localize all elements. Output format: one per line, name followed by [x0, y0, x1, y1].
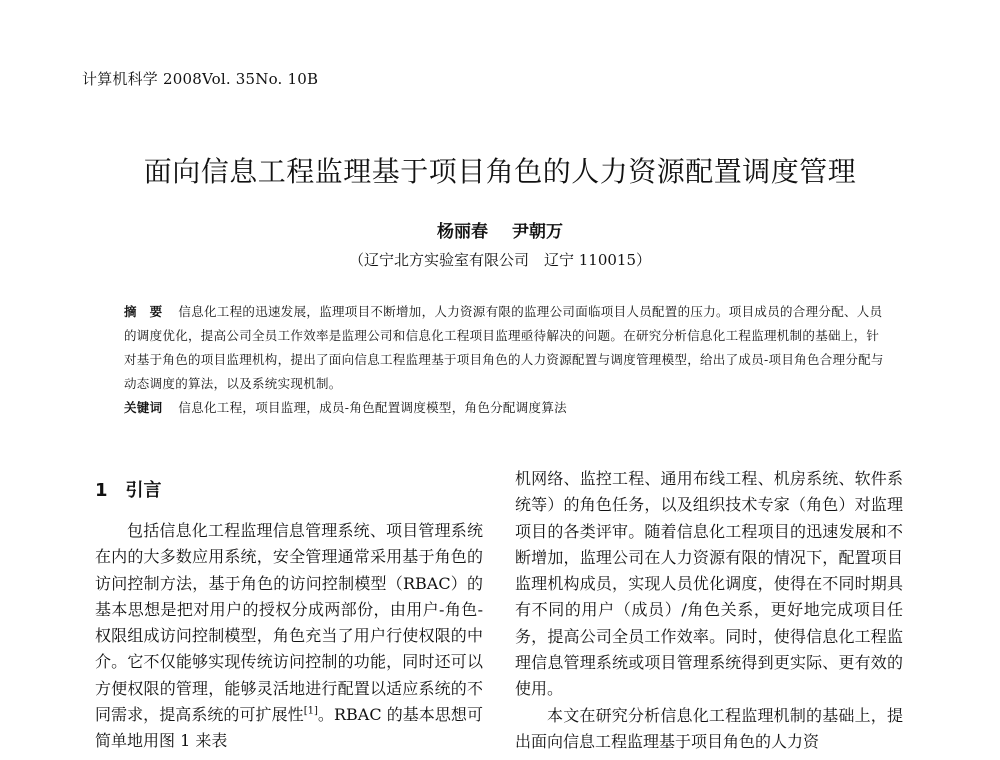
paragraph-text: 包括信息化工程监理信息管理系统、项目管理系统在内的大多数应用系统，安全管理通常采用基于角色的访问控制方法，基于角色的访问控制模型（RBAC）的基本思想是把对用户的授权分成两部份，由用户-角色-权限组成访问控制模型，角色充当了用户行使权限的中介。它不仅能够实现传统访问控制的功能，同时还可以方便权限的管理，能够灵活地进行配置以适应系统的不同需求，提高系统的可扩展性 [95, 521, 483, 725]
section-title: 引言 [125, 480, 162, 501]
body-paragraph: 机网络、监控工程、通用布线工程、机房系统、软件系统等）的角色任务，以及组织技术专家（角色）对监理项目的各类评审。随着信息化工程项目的迅速发展和不断增加，监理公司在人力资源有限的情况下，配置项目监理机构成员，实现人员优化调度，使得在不同时期具有不同的用户（成员）/角色关系，更好地完成项目任务，提高公司全员工作效率。同时，使得信息化工程监理信息管理系统或项目管理系统得到更实际、更有效的使用。 [515, 469, 903, 699]
left-column [95, 478, 483, 755]
right-column [515, 466, 903, 755]
keywords-text: 信息化工程，项目监理，成员-角色配置调度模型，角色分配调度算法 [178, 400, 567, 415]
abstract-block [124, 300, 884, 420]
author-name: 尹朝万 [511, 222, 563, 242]
abstract-label: 摘 要 [124, 304, 163, 319]
citation-ref[interactable]: [1] [303, 705, 318, 717]
section-number: 1 [95, 480, 108, 501]
author-name: 杨丽春 [437, 222, 489, 242]
keywords-paragraph [124, 396, 884, 420]
paper-title: 面向信息工程监理基于项目角色的人力资源配置调度管理 [143, 155, 857, 188]
journal-header: 计算机科学 2008Vol. 35No. 10B [82, 70, 319, 88]
author-list [0, 217, 1000, 242]
body-paragraph [95, 518, 483, 755]
abstract-text: 信息化工程的迅速发展，监理项目不断增加，人力资源有限的监理公司面临项目人员配置的压力。项目成员的合理分配、人员的调度优化，提高公司全员工作效率是监理公司和信息化工程项目监理亟待解决的问题。在研究分析信息化工程监理机制的基础上，针对基于角色的项目监理机构，提出了面向信息工程监理基于项目角色的人力资源配置与调度管理模型，给出了成员-项目角色合理分配与动态调度的算法，以及系统实现机制。 [124, 304, 884, 391]
abstract-paragraph [124, 300, 884, 396]
section-heading [95, 478, 483, 504]
paragraph-text: 。RBAC 的基本思想可简单地用图 1 来表 [95, 705, 483, 751]
keywords-label: 关键词 [124, 400, 163, 415]
body-paragraph: 本文在研究分析信息化工程监理机制的基础上，提出面向信息工程监理基于项目角色的人力资 [515, 705, 903, 751]
affiliation: （辽宁北方实验室有限公司 辽宁 110015） [348, 251, 652, 269]
